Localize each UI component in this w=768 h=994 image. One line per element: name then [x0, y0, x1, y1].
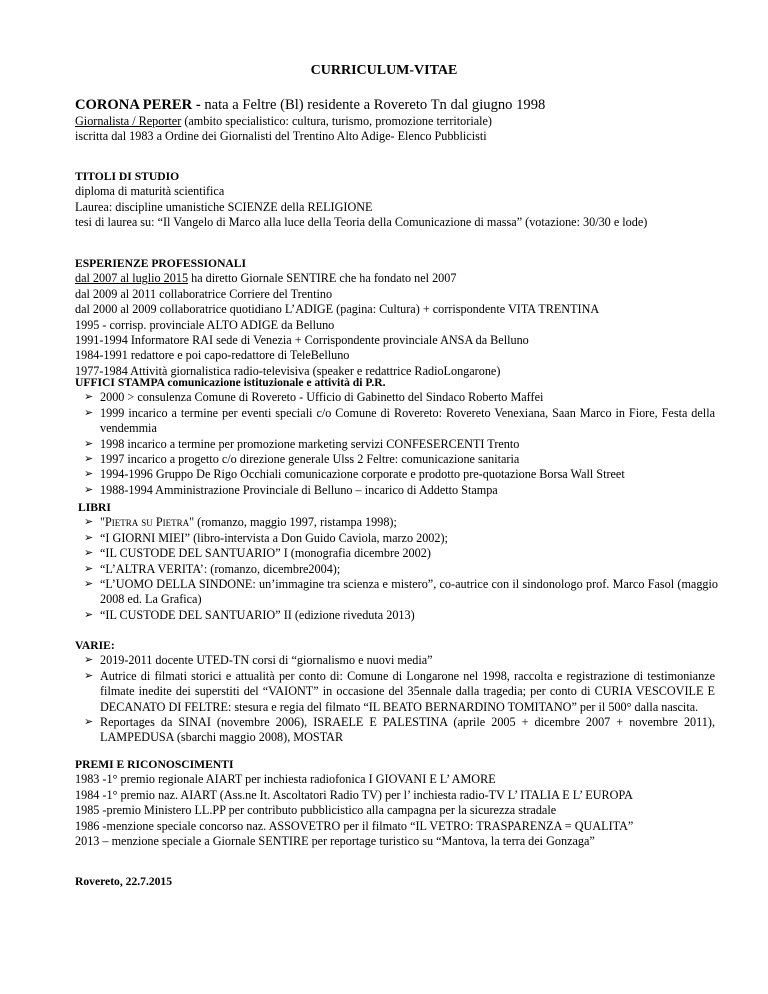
list-item: ➢ "Pietra su Pietra" (romanzo, maggio 1997, ristampa 1998); [84, 515, 397, 530]
document-title: CURRICULUM-VITAE [310, 63, 458, 78]
books-section [78, 500, 718, 623]
experience-detail: ha diretto Giornale SENTIRE che ha fondato nel 2007 [188, 271, 457, 286]
arrow-bullet-icon: ➢ [84, 547, 94, 560]
arrow-bullet-icon: ➢ [84, 562, 94, 575]
book-title: Pietra su Pietra [104, 515, 190, 530]
varie-list [75, 653, 715, 745]
list-item: ➢ “L’UOMO DELLA SINDONE: un’immagine tra scienza e mistero”, co-autrice con il sindonologo prof. Marco Fasol (maggio 2008 ed. La Grafica) [84, 577, 718, 607]
experience-line: dal 2009 al 2011 collaboratrice Corriere del Trentino [75, 286, 333, 301]
studies-section [75, 169, 715, 231]
arrow-bullet-icon: ➢ [84, 608, 94, 621]
arrow-bullet-icon: ➢ [84, 516, 94, 529]
books-list [75, 515, 718, 623]
list-item: ➢ 1998 incarico a termine per promozione marketing servizi CONFESERCENTI Trento [84, 436, 520, 451]
arrow-bullet-icon: ➢ [84, 406, 94, 419]
arrow-bullet-icon: ➢ [84, 468, 94, 481]
award-line: 1984 -1° premio naz. AIART (Ass.ne It. Ascoltatori Radio TV) per l’ inchiesta radio-TV L’ ITALIA E L’ EUROPA [75, 787, 633, 802]
arrow-bullet-icon: ➢ [84, 453, 94, 466]
list-item: ➢ Reportages da SINAI (novembre 2006), ISRAELE E PALESTINA (aprile 2005 + dicembre 2007 + novembre 2011), LAMPEDUSA (sbarchi maggio 2008), MOSTAR [84, 715, 715, 745]
experience-section [75, 256, 715, 379]
list-item: ➢ “I GIORNI MIEI” (libro-intervista a Don Guido Caviola, marzo 2002); [84, 530, 448, 545]
awards-section [75, 757, 715, 849]
press-section [75, 375, 715, 498]
studies-heading: TITOLI DI STUDIO [75, 170, 180, 183]
person-name: CORONA PERER [75, 97, 193, 113]
role: Giornalista / Reporter [75, 114, 182, 128]
arrow-bullet-icon: ➢ [84, 483, 94, 496]
varie-heading: VARIE: [75, 639, 115, 652]
list-item: ➢ 2019-2011 docente UTED-TN corsi di “giornalismo e nuovi media” [84, 653, 433, 668]
role-line [75, 114, 715, 129]
experience-line: dal 2000 al 2009 collaboratrice quotidiano L’ADIGE (pagina: Cultura) + corrispondente VITA TRENTINA [75, 302, 600, 317]
experience-line [75, 271, 715, 286]
award-line: 1983 -1° premio regionale AIART per inchiesta radiofonica I GIOVANI E L’ AMORE [75, 772, 496, 787]
list-item: ➢ “L’ALTRA VERITA’: (romanzo, dicembre2004); [84, 561, 341, 576]
arrow-bullet-icon: ➢ [84, 716, 94, 729]
list-item: ➢ 1994-1996 Gruppo De Rigo Occhiali comunicazione corporate e prodotto pre-quotazione Borsa Wall Street [84, 467, 625, 482]
experience-heading: ESPERIENZE PROFESSIONALI [75, 257, 247, 270]
arrow-bullet-icon: ➢ [84, 669, 94, 682]
award-line: 1986 -menzione speciale concorso naz. ASSOVETRO per il filmato “IL VETRO: TRASPARENZA = QUALITA” [75, 818, 634, 833]
experience-line: 1991-1994 Informatore RAI sede di Venezia + Corrispondente provinciale ANSA da Belluno [75, 333, 529, 348]
arrow-bullet-icon: ➢ [84, 531, 94, 544]
varie-section [75, 638, 715, 746]
list-item: ➢ Autrice di filmati storici e attualità per conto di: Comune di Longarone nel 1998, raccolta e registrazione di testimonianze filmate inedite dei superstiti del “VAIONT” in occasione del 35ennale dalla tragedia; per conto di CURIA VESCOVILE E DECANATO DI FELTRE: stesura e regia del filmato “IL BEATO BERNARDINO TOMITANO” per il 500° dalla nascita. [84, 668, 715, 714]
personal-header [75, 96, 715, 145]
studies-line: tesi di laurea su: “Il Vangelo di Marco alla luce della Teoria della Comunicazione di massa” (votazione: 30/30 e lode) [75, 215, 648, 230]
arrow-bullet-icon: ➢ [84, 437, 94, 450]
arrow-bullet-icon: ➢ [84, 391, 94, 404]
experience-period: dal 2007 al luglio 2015 [75, 271, 189, 286]
list-item: ➢ 2000 > consulenza Comune di Rovereto - Ufficio di Gabinetto del Sindaco Roberto Maffei [84, 390, 544, 405]
role-detail: (ambito specialistico: cultura, turismo, promozione territoriale) [181, 114, 492, 128]
studies-line: Laurea: discipline umanistiche SCIENZE della RELIGIONE [75, 199, 373, 214]
experience-line: 1995 - corrisp. provinciale ALTO ADIGE da Belluno [75, 317, 335, 332]
award-line: 1985 -premio Ministero LL.PP per contributo pubblicistico alla campagna per la sicurezza stradale [75, 803, 557, 818]
experience-line: 1977-1984 Attività giornalistica radio-televisiva (speaker e redattrice RadioLongarone) [75, 363, 501, 378]
list-item: ➢ 1988-1994 Amministrazione Provinciale di Belluno – incarico di Addetto Stampa [84, 482, 498, 497]
books-heading: LIBRI [78, 501, 111, 514]
studies-line: diploma di maturità scientifica [75, 184, 225, 199]
award-line: 2013 – menzione speciale a Giornale SENTIRE per reportage turistico su “Mantova, la terra dei Gonzaga” [75, 834, 595, 849]
list-item: ➢ 1999 incarico a termine per eventi speciali c/o Comune di Rovereto: Rovereto Venexiana, Saan Marco in Fiore, Festa della vendemmia [84, 405, 715, 436]
list-item: ➢ “IL CUSTODE DEL SANTUARIO” II (edizione riveduta 2013) [84, 607, 415, 622]
awards-heading: PREMI E RICONOSCIMENTI [75, 758, 234, 771]
arrow-bullet-icon: ➢ [84, 654, 94, 667]
press-heading: UFFICI STAMPA comunicazione istituzionale e attività di P.R. [75, 376, 386, 389]
name-line [75, 96, 715, 114]
press-list [75, 390, 715, 498]
arrow-bullet-icon: ➢ [84, 578, 94, 591]
registration: iscritta dal 1983 a Ordine dei Giornalisti del Trentino Alto Adige- Elenco Pubblicisti [75, 129, 487, 144]
signature-date: Rovereto, 22.7.2015 [75, 875, 173, 888]
list-item: ➢ “IL CUSTODE DEL SANTUARIO” I (monografia dicembre 2002) [84, 546, 431, 561]
experience-line: 1984-1991 redattore e poi capo-redattore di TeleBelluno [75, 348, 350, 363]
name-separator: - [192, 97, 205, 113]
list-item: ➢ 1997 incarico a progetto c/o direzione generale Ulss 2 Feltre: comunicazione sanitaria [84, 452, 520, 467]
residence: nata a Feltre (Bl) residente a Rovereto Tn dal giugno 1998 [204, 97, 546, 113]
